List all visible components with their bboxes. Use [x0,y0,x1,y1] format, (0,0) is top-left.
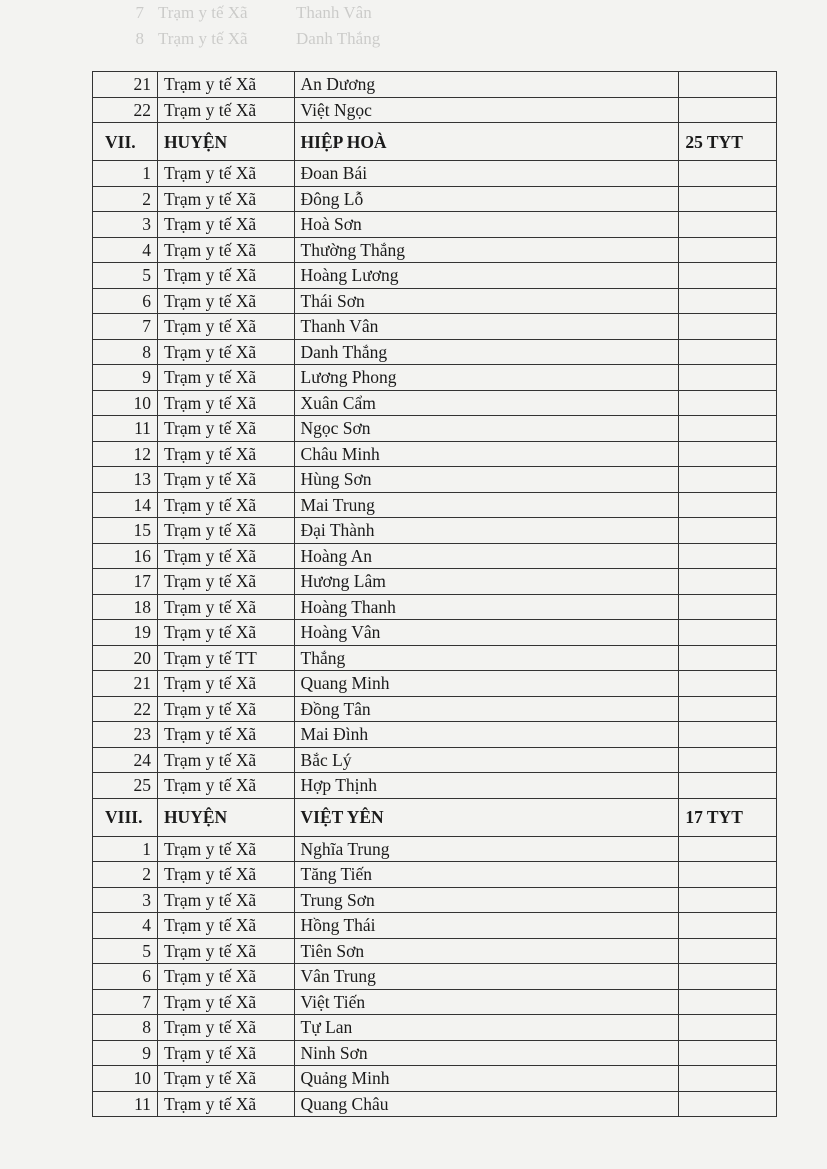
row-number: 3 [93,212,158,238]
table-row [93,569,777,595]
roman-numeral: VIII. [93,798,158,836]
row-number: 5 [93,263,158,289]
row-number: 3 [93,887,158,913]
empty-cell [679,645,777,671]
table-row [93,72,777,98]
empty-cell [679,97,777,123]
station-type: Trạm y tế Xã [157,938,294,964]
table-row [93,1066,777,1092]
commune-name: Nghĩa Trung [294,836,679,862]
table-row [93,989,777,1015]
station-type: Trạm y tế Xã [157,1015,294,1041]
empty-cell [679,773,777,799]
row-number: 25 [93,773,158,799]
table-row [93,1015,777,1041]
station-type: Trạm y tế Xã [157,543,294,569]
empty-cell [679,747,777,773]
row-number: 8 [93,339,158,365]
table-row [93,671,777,697]
commune-name: Việt Tiến [294,989,679,1015]
empty-cell [679,212,777,238]
commune-name: Mai Trung [294,492,679,518]
station-type: Trạm y tế Xã [157,964,294,990]
row-number: 22 [93,97,158,123]
commune-name: Hoà Sơn [294,212,679,238]
row-number: 2 [93,186,158,212]
row-number: 7 [93,314,158,340]
row-number: 23 [93,722,158,748]
commune-name: Hương Lâm [294,569,679,595]
table-row [93,594,777,620]
empty-cell [679,696,777,722]
commune-name: Thanh Vân [294,314,679,340]
station-type: Trạm y tế Xã [157,441,294,467]
table-row [93,747,777,773]
table-row [93,288,777,314]
empty-cell [679,1040,777,1066]
commune-name: Xuân Cẩm [294,390,679,416]
commune-name: An Dương [294,72,679,98]
row-number: 11 [93,1091,158,1117]
row-number: 6 [93,964,158,990]
empty-cell [679,1066,777,1092]
row-number: 10 [93,1066,158,1092]
row-number: 4 [93,237,158,263]
row-number: 17 [93,569,158,595]
table-row [93,339,777,365]
station-type: Trạm y tế Xã [157,773,294,799]
roman-numeral: VII. [93,123,158,161]
ghost-type: Trạm y tế Xã [158,3,248,22]
empty-cell [679,161,777,187]
station-type: Trạm y tế Xã [157,314,294,340]
empty-cell [679,671,777,697]
row-number: 8 [93,1015,158,1041]
commune-name: Danh Thắng [294,339,679,365]
commune-name: Đại Thành [294,518,679,544]
row-number: 13 [93,467,158,493]
ghost-row [92,0,776,26]
district-name: VIỆT YÊN [294,798,679,836]
commune-name: Thắng [294,645,679,671]
station-type: Trạm y tế Xã [157,569,294,595]
station-type: Trạm y tế Xã [157,620,294,646]
row-number: 20 [93,645,158,671]
empty-cell [679,441,777,467]
station-type: Trạm y tế Xã [157,747,294,773]
table-row [93,722,777,748]
commune-name: Lương Phong [294,365,679,391]
row-number: 2 [93,862,158,888]
commune-name: Châu Minh [294,441,679,467]
commune-name: Thường Thắng [294,237,679,263]
commune-name: Hoàng Vân [294,620,679,646]
row-number: 14 [93,492,158,518]
commune-name: Vân Trung [294,964,679,990]
empty-cell [679,887,777,913]
row-number: 5 [93,938,158,964]
empty-cell [679,492,777,518]
station-type: Trạm y tế Xã [157,288,294,314]
row-number: 21 [93,72,158,98]
empty-cell [679,964,777,990]
station-type: Trạm y tế Xã [157,887,294,913]
row-number: 11 [93,416,158,442]
table-row [93,161,777,187]
row-number: 21 [93,671,158,697]
empty-cell [679,594,777,620]
ghost-name: Danh Thắng [296,29,381,48]
row-number: 7 [93,989,158,1015]
district-header-row [93,798,777,836]
commune-name: Hùng Sơn [294,467,679,493]
station-type: Trạm y tế Xã [157,594,294,620]
empty-cell [679,722,777,748]
row-number: 1 [93,161,158,187]
district-label: HUYỆN [157,123,294,161]
station-type: Trạm y tế Xã [157,212,294,238]
table-row [93,620,777,646]
table-row [93,467,777,493]
station-type: Trạm y tế Xã [157,1066,294,1092]
empty-cell [679,314,777,340]
station-type: Trạm y tế Xã [157,390,294,416]
row-number: 9 [93,365,158,391]
ghost-name: Thanh Vân [296,3,372,22]
commune-name: Trung Sơn [294,887,679,913]
row-number: 6 [93,288,158,314]
table-row [93,314,777,340]
station-type: Trạm y tế Xã [157,722,294,748]
table-row [93,773,777,799]
bleed-through-text [92,0,776,52]
row-number: 24 [93,747,158,773]
commune-name: Mai Đình [294,722,679,748]
table-row [93,441,777,467]
commune-name: Quảng Minh [294,1066,679,1092]
ghost-row [92,26,776,52]
table-row [93,518,777,544]
row-number: 4 [93,913,158,939]
table-row [93,913,777,939]
commune-name: Quang Minh [294,671,679,697]
empty-cell [679,620,777,646]
empty-cell [679,263,777,289]
empty-cell [679,390,777,416]
ghost-no: 8 [135,29,144,48]
ghost-type: Trạm y tế Xã [158,29,248,48]
district-header-row [93,123,777,161]
station-type: Trạm y tế Xã [157,862,294,888]
empty-cell [679,416,777,442]
station-type: Trạm y tế Xã [157,186,294,212]
station-type: Trạm y tế Xã [157,1040,294,1066]
empty-cell [679,237,777,263]
commune-name: Đồng Tân [294,696,679,722]
table-row [93,237,777,263]
commune-name: Đông Lỗ [294,186,679,212]
table-row [93,186,777,212]
table-row [93,836,777,862]
station-type: Trạm y tế Xã [157,913,294,939]
commune-name: Hồng Thái [294,913,679,939]
station-count: 17 TYT [679,798,777,836]
empty-cell [679,938,777,964]
table-row [93,416,777,442]
commune-name: Thái Sơn [294,288,679,314]
row-number: 12 [93,441,158,467]
commune-name: Hoàng Thanh [294,594,679,620]
station-count: 25 TYT [679,123,777,161]
commune-name: Tăng Tiến [294,862,679,888]
ghost-no: 7 [135,3,144,22]
commune-name: Quang Châu [294,1091,679,1117]
table-row [93,543,777,569]
commune-name: Tự Lan [294,1015,679,1041]
station-type: Trạm y tế Xã [157,97,294,123]
commune-name: Hoàng An [294,543,679,569]
empty-cell [679,339,777,365]
station-type: Trạm y tế Xã [157,161,294,187]
station-type: Trạm y tế Xã [157,836,294,862]
commune-name: Bắc Lý [294,747,679,773]
station-type: Trạm y tế TT [157,645,294,671]
station-type: Trạm y tế Xã [157,518,294,544]
commune-name: Đoan Bái [294,161,679,187]
station-type: Trạm y tế Xã [157,263,294,289]
empty-cell [679,989,777,1015]
station-type: Trạm y tế Xã [157,696,294,722]
station-type: Trạm y tế Xã [157,237,294,263]
table-row [93,492,777,518]
empty-cell [679,862,777,888]
table-row [93,645,777,671]
empty-cell [679,836,777,862]
row-number: 16 [93,543,158,569]
table-row [93,1091,777,1117]
station-type: Trạm y tế Xã [157,467,294,493]
station-type: Trạm y tế Xã [157,1091,294,1117]
row-number: 1 [93,836,158,862]
district-name: HIỆP HOÀ [294,123,679,161]
row-number: 19 [93,620,158,646]
table-row [93,1040,777,1066]
empty-cell [679,913,777,939]
commune-name: Ngọc Sơn [294,416,679,442]
station-type: Trạm y tế Xã [157,989,294,1015]
empty-cell [679,467,777,493]
table-row [93,887,777,913]
row-number: 9 [93,1040,158,1066]
station-type: Trạm y tế Xã [157,492,294,518]
table-row [93,263,777,289]
table-row [93,390,777,416]
row-number: 15 [93,518,158,544]
empty-cell [679,569,777,595]
empty-cell [679,288,777,314]
health-station-table [92,71,777,1117]
empty-cell [679,518,777,544]
table-row [93,964,777,990]
commune-name: Hợp Thịnh [294,773,679,799]
district-label: HUYỆN [157,798,294,836]
empty-cell [679,186,777,212]
station-type: Trạm y tế Xã [157,416,294,442]
station-type: Trạm y tế Xã [157,365,294,391]
row-number: 10 [93,390,158,416]
station-type: Trạm y tế Xã [157,671,294,697]
commune-name: Tiên Sơn [294,938,679,964]
commune-name: Việt Ngọc [294,97,679,123]
empty-cell [679,365,777,391]
table-row [93,365,777,391]
empty-cell [679,1091,777,1117]
table-row [93,696,777,722]
empty-cell [679,1015,777,1041]
table-row [93,97,777,123]
station-type: Trạm y tế Xã [157,72,294,98]
table-row [93,938,777,964]
table-row [93,212,777,238]
station-type: Trạm y tế Xã [157,339,294,365]
commune-name: Ninh Sơn [294,1040,679,1066]
empty-cell [679,543,777,569]
table-row [93,862,777,888]
commune-name: Hoàng Lương [294,263,679,289]
row-number: 22 [93,696,158,722]
empty-cell [679,72,777,98]
row-number: 18 [93,594,158,620]
